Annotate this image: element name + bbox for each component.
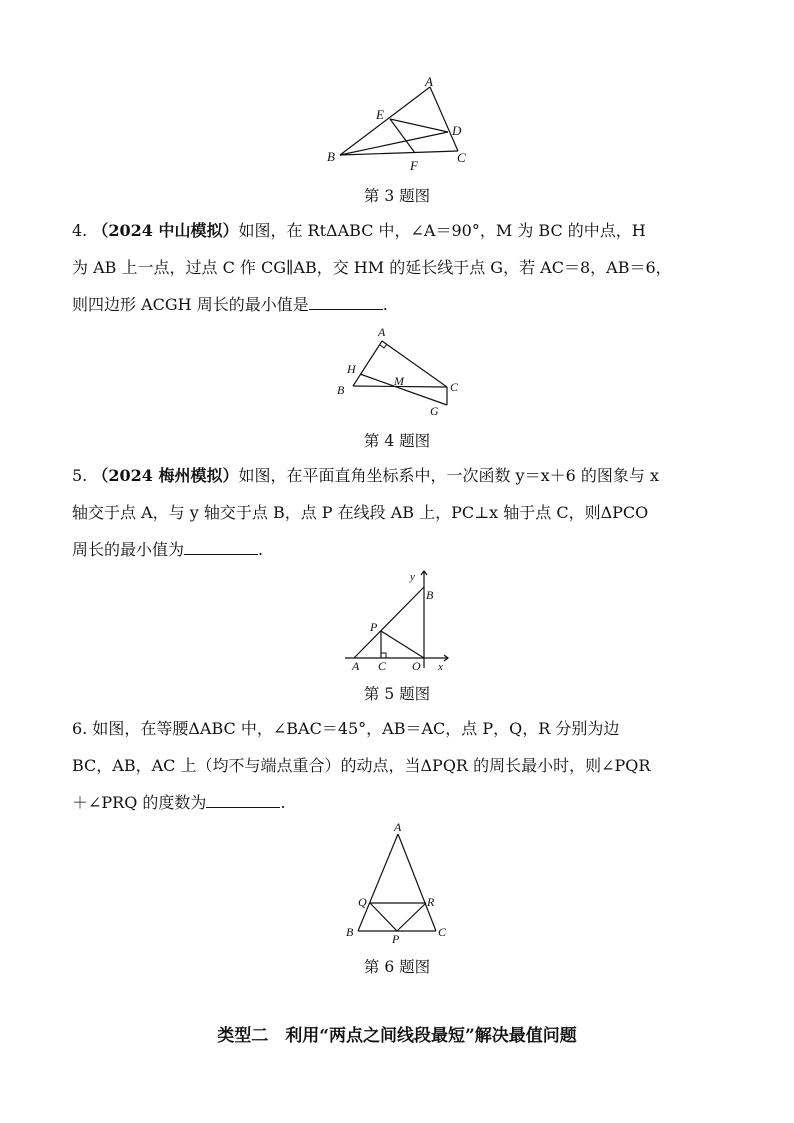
figure-4-lines bbox=[353, 341, 447, 405]
figure-6-lines bbox=[358, 834, 436, 931]
fig4-label-h: H bbox=[347, 362, 356, 376]
fig6-label-b: B bbox=[346, 925, 354, 939]
q5-answer-blank[interactable] bbox=[184, 540, 258, 555]
fig4-label-b: B bbox=[337, 383, 345, 397]
q6-text-3: ＋∠PRQ 的度数为 bbox=[72, 793, 207, 812]
fig5-label-y: y bbox=[410, 571, 415, 583]
question-5 bbox=[72, 457, 724, 568]
fig3-label-c: C bbox=[457, 150, 466, 165]
fig5-label-c: C bbox=[378, 659, 387, 673]
q4-answer-blank[interactable] bbox=[309, 295, 383, 310]
q5-line-1 bbox=[72, 457, 724, 494]
fig4-label-a: A bbox=[378, 325, 386, 339]
fig3-label-f: F bbox=[410, 158, 418, 173]
figure-3 bbox=[320, 72, 480, 177]
fig3-label-e: E bbox=[376, 107, 384, 122]
fig6-label-c: C bbox=[438, 925, 447, 939]
q6-line-3 bbox=[72, 784, 724, 821]
fig3-label-b: B bbox=[327, 149, 335, 164]
q5-text-3: 周长的最小值为 bbox=[72, 540, 185, 559]
fig5-label-o: O bbox=[412, 659, 421, 673]
fig4-label-g: G bbox=[430, 404, 439, 418]
q4-text-2: 为 AB 上一点，过点 C 作 CG∥AB，交 HM 的延长线于点 G，若 AC＝8，AB＝6， bbox=[72, 258, 672, 277]
q6-line-1 bbox=[72, 710, 724, 747]
fig6-label-r: R bbox=[427, 895, 435, 909]
figure-3-lines bbox=[340, 87, 458, 155]
fig6-label-p: P bbox=[392, 932, 400, 946]
q5-line-3 bbox=[72, 531, 724, 568]
q4-period: . bbox=[382, 295, 388, 314]
figure-4 bbox=[330, 322, 470, 422]
q5-period: . bbox=[258, 540, 264, 559]
fig5-label-a: A bbox=[352, 659, 360, 673]
fig4-label-m: M bbox=[394, 374, 404, 388]
figure-6-caption: 第 6 题图 bbox=[363, 958, 431, 976]
fig5-label-p: P bbox=[370, 620, 378, 634]
q6-answer-blank[interactable] bbox=[206, 793, 280, 808]
fig6-label-a: A bbox=[394, 820, 402, 834]
q5-source: （2024 梅州模拟） bbox=[92, 466, 239, 485]
fig3-label-d: D bbox=[452, 123, 462, 138]
section-heading: 类型二 利用“两点之间线段最短”解决最值问题 bbox=[217, 1026, 577, 1046]
question-6 bbox=[72, 710, 724, 821]
fig3-label-a: A bbox=[425, 74, 433, 89]
q4-number: 4. bbox=[72, 221, 88, 240]
q6-period: . bbox=[280, 793, 286, 812]
fig6-label-q: Q bbox=[358, 895, 367, 909]
figure-5 bbox=[340, 566, 460, 676]
q4-line-1 bbox=[72, 212, 724, 249]
q5-number: 5. bbox=[72, 466, 88, 485]
figure-3-caption: 第 3 题图 bbox=[363, 187, 431, 205]
q4-text-3: 则四边形 ACGH 周长的最小值是 bbox=[72, 295, 309, 314]
q6-number: 6. bbox=[72, 719, 88, 738]
q5-text-1: 如图，在平面直角坐标系中，一次函数 y＝x＋6 的图象与 x bbox=[238, 466, 659, 485]
figure-5-caption: 第 5 题图 bbox=[363, 685, 431, 703]
figure-4-caption: 第 4 题图 bbox=[363, 432, 431, 450]
q6-text-1: 如图，在等腰ΔABC 中，∠BAC＝45°，AB＝AC，点 P，Q，R 分别为边 bbox=[92, 719, 620, 738]
fig5-label-x: x bbox=[438, 661, 443, 673]
q4-source: （2024 中山模拟） bbox=[92, 221, 239, 240]
q4-line-3 bbox=[72, 286, 724, 323]
q6-text-2: BC，AB，AC 上（均不与端点重合）的动点，当ΔPQR 的周长最小时，则∠PQR bbox=[72, 756, 651, 775]
fig5-label-b: B bbox=[426, 588, 434, 602]
figure-6 bbox=[340, 818, 460, 953]
q5-text-2: 轴交于点 A，与 y 轴交于点 B，点 P 在线段 AB 上，PC⊥x 轴于点 C，则ΔPCO bbox=[72, 503, 649, 522]
q4-text-1: 如图，在 RtΔABC 中，∠A＝90°，M 为 BC 的中点，H bbox=[238, 221, 646, 240]
figure-5-lines bbox=[345, 571, 448, 668]
question-4 bbox=[72, 212, 724, 323]
fig4-label-c: C bbox=[450, 380, 459, 394]
